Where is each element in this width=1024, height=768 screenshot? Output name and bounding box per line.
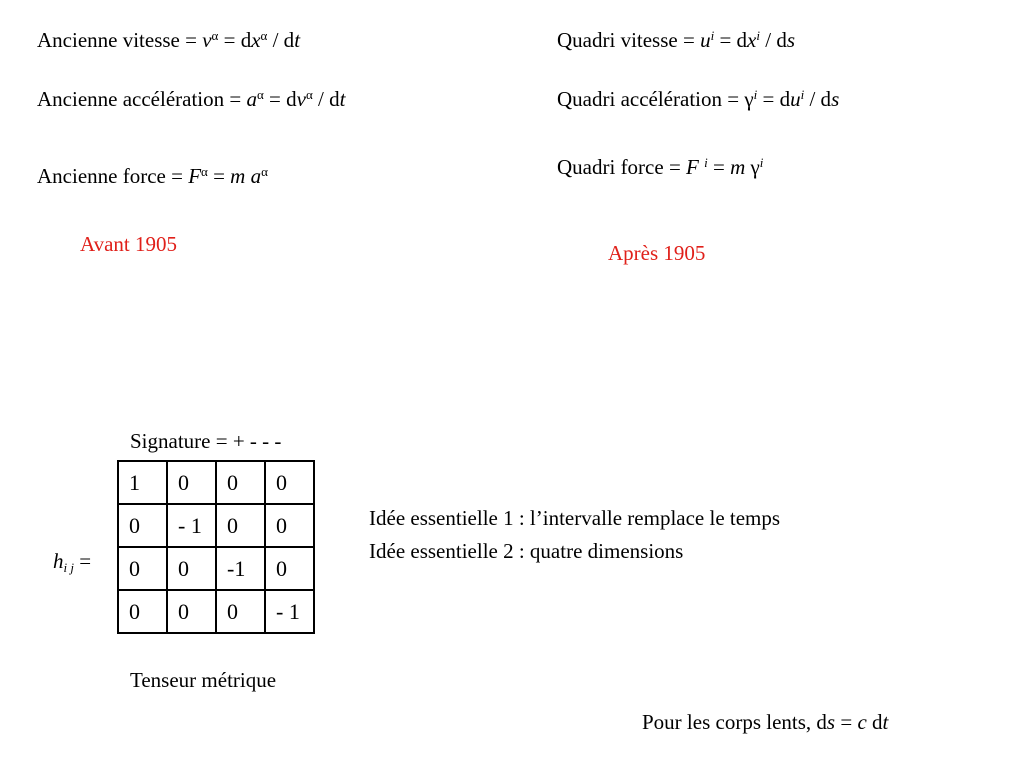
matrix-row — [118, 504, 314, 547]
matrix-cell: 0 — [167, 461, 216, 504]
quadri-vitesse-formula: Quadri vitesse = $u^i = dx^i$ / ds — [557, 28, 796, 52]
quadri-force-formula: Quadri force = F $^i$ = m $\gamma^i$ — [557, 155, 764, 179]
apres-1905-label: Après 1905 — [608, 241, 706, 265]
corps-lents-formula: Pour les corps lents, ds = c dt — [642, 710, 889, 734]
ancienne-force-formula: Ancienne force = $F^\alpha = m$ $a^\alpha$ — [37, 164, 268, 188]
signature-label: Signature = + - - - — [130, 429, 282, 453]
matrix-cell: 0 — [216, 461, 265, 504]
idee-essentielle-1: Idée essentielle 1 : l’intervalle remplace le temps — [369, 506, 781, 530]
ancienne-vitesse-formula: Ancienne vitesse = $v^\alpha = dx^\alpha$ / dt — [37, 28, 301, 52]
matrix-row — [118, 547, 314, 590]
matrix-cell: 0 — [167, 590, 216, 633]
matrix-cell: 0 — [265, 461, 314, 504]
matrix-cell: -1 — [216, 547, 265, 590]
quadri-acceleration-formula: Quadri accélération = $\gamma^i = du^i$ / ds — [557, 87, 840, 111]
avant-1905-label: Avant 1905 — [80, 232, 178, 256]
metric-symbol: $h_{i j}$ = — [53, 549, 92, 575]
matrix-cell: 1 — [118, 461, 167, 504]
matrix-cell: - 1 — [167, 504, 216, 547]
matrix-cell: 0 — [265, 504, 314, 547]
matrix-cell: 0 — [118, 504, 167, 547]
matrix-cell: 0 — [118, 590, 167, 633]
matrix-cell: 0 — [265, 547, 314, 590]
tenseur-metrique-caption: Tenseur métrique — [130, 668, 277, 692]
matrix-row — [118, 461, 314, 504]
matrix-cell: - 1 — [265, 590, 314, 633]
metric-tensor-matrix — [117, 460, 315, 634]
matrix-cell: 0 — [216, 504, 265, 547]
matrix-cell: 0 — [118, 547, 167, 590]
ancienne-acceleration-formula: Ancienne accélération = $a^\alpha = dv^\alpha$ / dt — [37, 87, 346, 111]
idee-essentielle-2: Idée essentielle 2 : quatre dimensions — [369, 539, 684, 563]
matrix-cell: 0 — [167, 547, 216, 590]
matrix-cell: 0 — [216, 590, 265, 633]
matrix-row — [118, 590, 314, 633]
